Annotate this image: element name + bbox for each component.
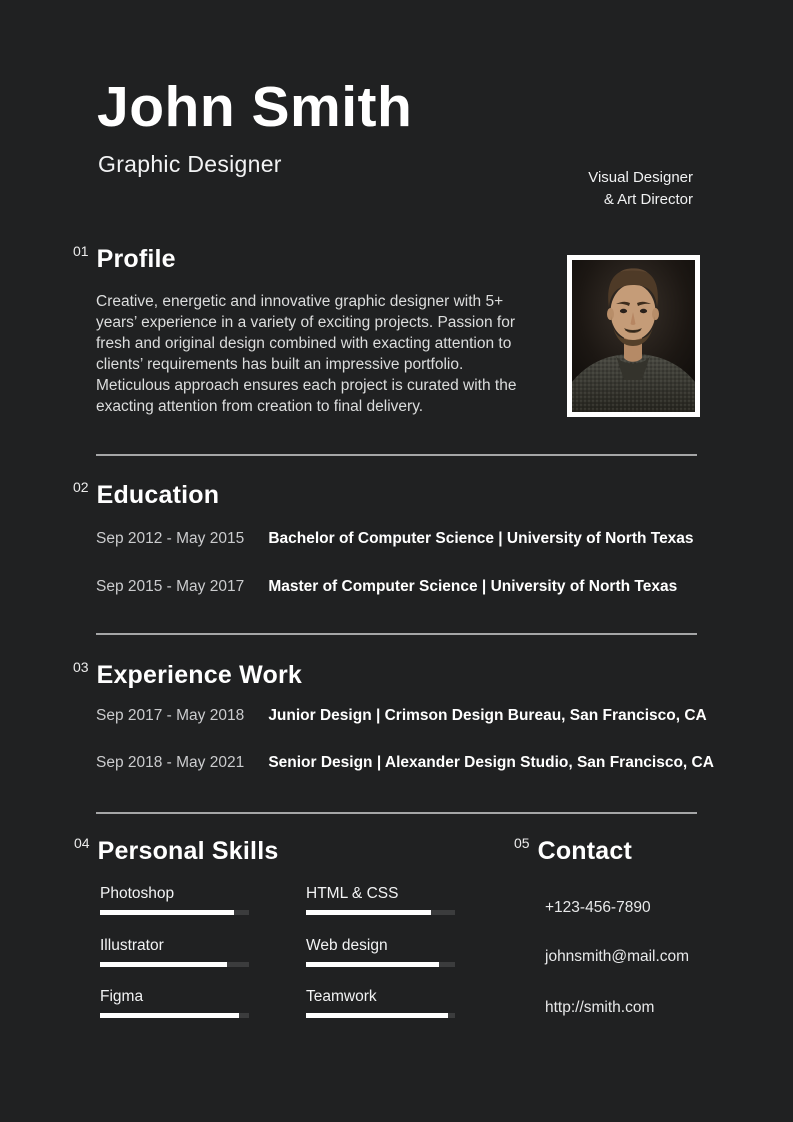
skill-bar — [100, 910, 249, 915]
section-experience-header — [73, 659, 302, 689]
skill-bar-fill — [306, 1013, 448, 1018]
experience-row — [96, 753, 714, 772]
skill-bar — [306, 910, 455, 915]
skill-bar — [306, 962, 455, 967]
skill-bar — [100, 962, 249, 967]
education-dates: Sep 2015 - May 2017 — [96, 578, 245, 595]
section-profile-header — [73, 243, 176, 273]
divider — [96, 633, 697, 635]
education-degree: Bachelor of Computer Science | University of North Texas — [268, 530, 694, 547]
skill-bar-fill — [100, 962, 227, 967]
skill-bar — [306, 1013, 455, 1018]
section-skills-header — [74, 835, 278, 865]
experience-row — [96, 706, 707, 725]
skill-web-design — [306, 937, 455, 967]
experience-position: Senior Design | Alexander Design Studio, San Francisco, CA — [268, 754, 714, 771]
skill-bar-fill — [306, 962, 439, 967]
experience-position: Junior Design | Crimson Design Bureau, San Francisco, CA — [268, 707, 707, 724]
section-title-profile: Profile — [96, 245, 176, 273]
education-row — [96, 529, 694, 548]
skill-label: HTML & CSS — [306, 885, 399, 902]
section-contact-header — [514, 835, 632, 865]
skill-label: Web design — [306, 937, 388, 954]
skill-html-css — [306, 885, 455, 915]
person-name: John Smith — [97, 75, 413, 139]
education-degree: Master of Computer Science | University of North Texas — [268, 578, 678, 595]
skill-label: Photoshop — [100, 885, 175, 902]
contact-website[interactable]: http://smith.com — [545, 999, 655, 1016]
job-title: Graphic Designer — [98, 151, 282, 177]
profile-photo — [567, 255, 700, 417]
skill-illustrator — [100, 937, 249, 967]
tagline-line-2: & Art Director — [603, 190, 693, 208]
section-title-skills: Personal Skills — [97, 837, 279, 865]
section-number: 02 — [73, 479, 89, 495]
skill-bar-fill — [306, 910, 431, 915]
profile-summary: Creative, energetic and innovative graphic designer with 5+ years’ experience in a variety of exciting projects. Passion for fresh and original design combined with exacting attention to clients’ requirements has built an impressive portfolio. Meticulous approach ensures each project is curated with the exacting attention from creation to final delivery. — [96, 293, 517, 415]
skill-bar-fill — [100, 910, 234, 915]
skill-teamwork — [306, 988, 455, 1018]
skill-figma — [100, 988, 249, 1018]
education-dates: Sep 2012 - May 2015 — [96, 530, 245, 547]
tagline — [588, 167, 693, 210]
portrait-illustration — [572, 260, 695, 412]
section-number: 01 — [73, 243, 89, 259]
skill-label: Illustrator — [100, 937, 164, 954]
experience-dates: Sep 2017 - May 2018 — [96, 707, 245, 724]
skill-bar-fill — [100, 1013, 239, 1018]
skill-label: Teamwork — [306, 988, 377, 1005]
section-number: 03 — [73, 659, 89, 675]
section-title-contact: Contact — [537, 837, 633, 865]
section-number: 04 — [74, 835, 90, 851]
divider — [96, 454, 697, 456]
section-title-experience: Experience Work — [96, 661, 302, 689]
contact-phone[interactable]: +123-456-7890 — [545, 899, 651, 916]
skill-bar — [100, 1013, 249, 1018]
skill-label: Figma — [100, 988, 144, 1005]
experience-dates: Sep 2018 - May 2021 — [96, 754, 245, 771]
section-education-header — [73, 479, 219, 509]
tagline-line-1: Visual Designer — [588, 169, 693, 186]
education-row — [96, 577, 677, 596]
section-number: 05 — [514, 835, 530, 851]
skill-photoshop — [100, 885, 249, 915]
section-title-education: Education — [96, 481, 220, 509]
divider — [96, 812, 697, 814]
contact-email[interactable]: johnsmith@mail.com — [545, 948, 690, 965]
